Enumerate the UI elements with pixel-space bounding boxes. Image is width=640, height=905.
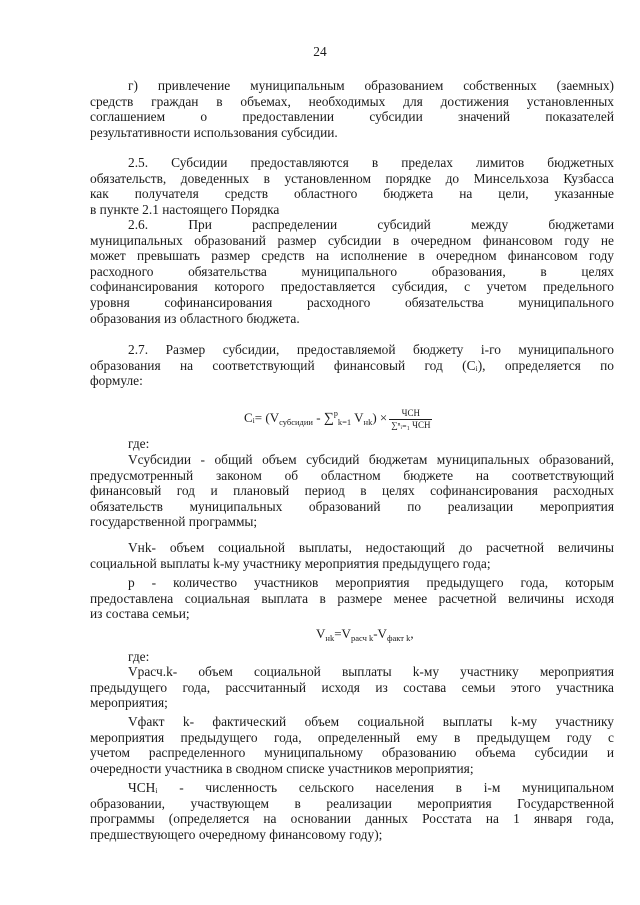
text-line: p - количество участников мероприятия предыдущего года, которым xyxy=(128,575,614,590)
text-line: очередности участника в сводном списке участников мероприятия; xyxy=(90,760,474,776)
text-line: ЧСНᵢ - численность сельского населения в i-м муниципальном xyxy=(128,780,614,795)
text-line: образования на соответствующий финансовый год (Cᵢ), определяется по xyxy=(90,357,614,373)
definition-p xyxy=(90,575,614,622)
formula-subscript: нk xyxy=(325,633,335,643)
text-line: уровня софинансирования расходного обязательства муниципального xyxy=(90,294,614,310)
text-line: программы (определяется на основании данных Росстата на 1 января года, xyxy=(90,811,614,827)
formula-subscript: расч k xyxy=(350,633,374,643)
formula-part: V xyxy=(351,410,364,425)
formula-subscript: субсидии xyxy=(279,417,313,427)
paragraph-2-6 xyxy=(90,217,614,326)
text-line: предшествующего очередному финансовому году); xyxy=(90,826,383,842)
text-line: Vрасч.k- объем социальной выплаты k-му участнику мероприятия xyxy=(128,664,614,679)
text-line: обязательств муниципальных образований по реализации мероприятия xyxy=(90,498,614,514)
text-line: Vнk- объем социальной выплаты, недостающий до расчетной величины xyxy=(128,540,614,555)
definition-v-subsidii xyxy=(90,452,614,530)
page-number: 24 xyxy=(313,44,327,59)
formula-subscript: k=1 xyxy=(337,417,352,427)
formula-part: V xyxy=(316,626,326,641)
formula-part: =V xyxy=(334,626,351,641)
text-line: Vсубсидии - общий объем субсидий бюджетам муниципальных образований, xyxy=(128,452,614,467)
text-line: образования из областного бюджета. xyxy=(90,310,300,326)
text-line: 2.5. Субсидии предоставляются в пределах лимитов бюджетных xyxy=(128,155,614,170)
text-line: средств граждан в объемах, необходимых для достижения установленных xyxy=(90,93,614,109)
text-line: расходного обязательства муниципального образования, в целях xyxy=(90,263,614,279)
formula-part: - xyxy=(312,410,324,425)
text-line: как получателя средств областного бюджета на цели, указанные xyxy=(90,186,614,202)
formula-vnk xyxy=(316,626,414,647)
text-line: мероприятия предыдущего года, определенный ему в предыдущем году с xyxy=(90,729,614,745)
text-line: соглашением о предоставлении субсидии значений показателей xyxy=(90,109,614,125)
text-line: учетом распределенного муниципальному образованию объема субсидии и xyxy=(90,745,614,761)
text-line: софинансирования которого предоставляется субсидия, с учетом предельного xyxy=(90,279,614,295)
paragraph-g xyxy=(90,78,614,140)
formula-subsidy xyxy=(244,406,432,431)
text-line: Vфакт k- фактический объем социальной выплаты k-му участнику xyxy=(128,714,614,729)
fraction-denominator: ∑ⁿᵢ₌₁ ЧСН xyxy=(391,419,431,430)
text-line: предусмотренный законом об областном бюджете на соответствующий xyxy=(90,467,614,483)
text-line: может превышать размер средств на исполнение в очередном финансовом году xyxy=(90,248,614,264)
text-line: обязательств, доведенных в установленном порядке до Минсельхоза Кузбасса xyxy=(90,170,614,186)
text-line: результативности использования субсидии. xyxy=(90,124,338,140)
fraction-numerator: ЧСН xyxy=(389,408,432,420)
sum-symbol: ∑ xyxy=(323,411,334,426)
formula-subscript: нk xyxy=(363,417,373,427)
formula-part: , xyxy=(410,626,414,641)
text-line: социальной выплаты k-му участнику мероприятия предыдущего года; xyxy=(90,555,491,571)
formula-part: -V xyxy=(373,626,387,641)
text-line: муниципальных образований размер субсидии в очередном финансовом году не xyxy=(90,232,614,248)
formula-part: Cᵢ= (V xyxy=(244,410,280,425)
definition-v-nk xyxy=(90,540,614,571)
formula-part: ) × xyxy=(372,410,388,425)
paragraph-2-7 xyxy=(90,342,614,389)
text-line: предыдущего года, рассчитанный исходя из состава семьи этого участника xyxy=(90,679,614,695)
text-line: предоставлена социальная выплата в размере менее расчетной величины исходя xyxy=(90,590,614,606)
text-line: где: xyxy=(128,436,150,451)
text-line: где: xyxy=(128,649,150,664)
formula-subscript: факт k xyxy=(386,633,411,643)
where-label-1 xyxy=(90,436,614,452)
paragraph-2-5 xyxy=(90,155,614,217)
definition-chsn xyxy=(90,780,614,842)
text-line: мероприятия; xyxy=(90,695,168,711)
where-label-2 xyxy=(90,649,614,665)
text-line: государственной программы; xyxy=(90,514,258,530)
text-line: в пункте 2.1 настоящего Порядка xyxy=(90,201,280,217)
text-line: г) привлечение муниципальным образованием собственных (заемных) xyxy=(128,78,614,93)
text-line: образовании, участвующем в реализации мероприятия Государственной xyxy=(90,795,614,811)
definition-v-rasch xyxy=(90,664,614,711)
definition-v-fakt xyxy=(90,714,614,776)
formula-superscript: p xyxy=(333,409,338,418)
text-line: формуле: xyxy=(90,373,143,389)
fraction xyxy=(389,408,432,431)
text-line: из состава семьи; xyxy=(90,606,190,622)
text-line: финансовый год и плановый период в целях софинансирования расходных xyxy=(90,483,614,499)
text-line: 2.7. Размер субсидии, предоставляемой бюджету i-го муниципального xyxy=(128,342,614,357)
text-line: 2.6. При распределении субсидий между бюджетами xyxy=(128,217,614,232)
